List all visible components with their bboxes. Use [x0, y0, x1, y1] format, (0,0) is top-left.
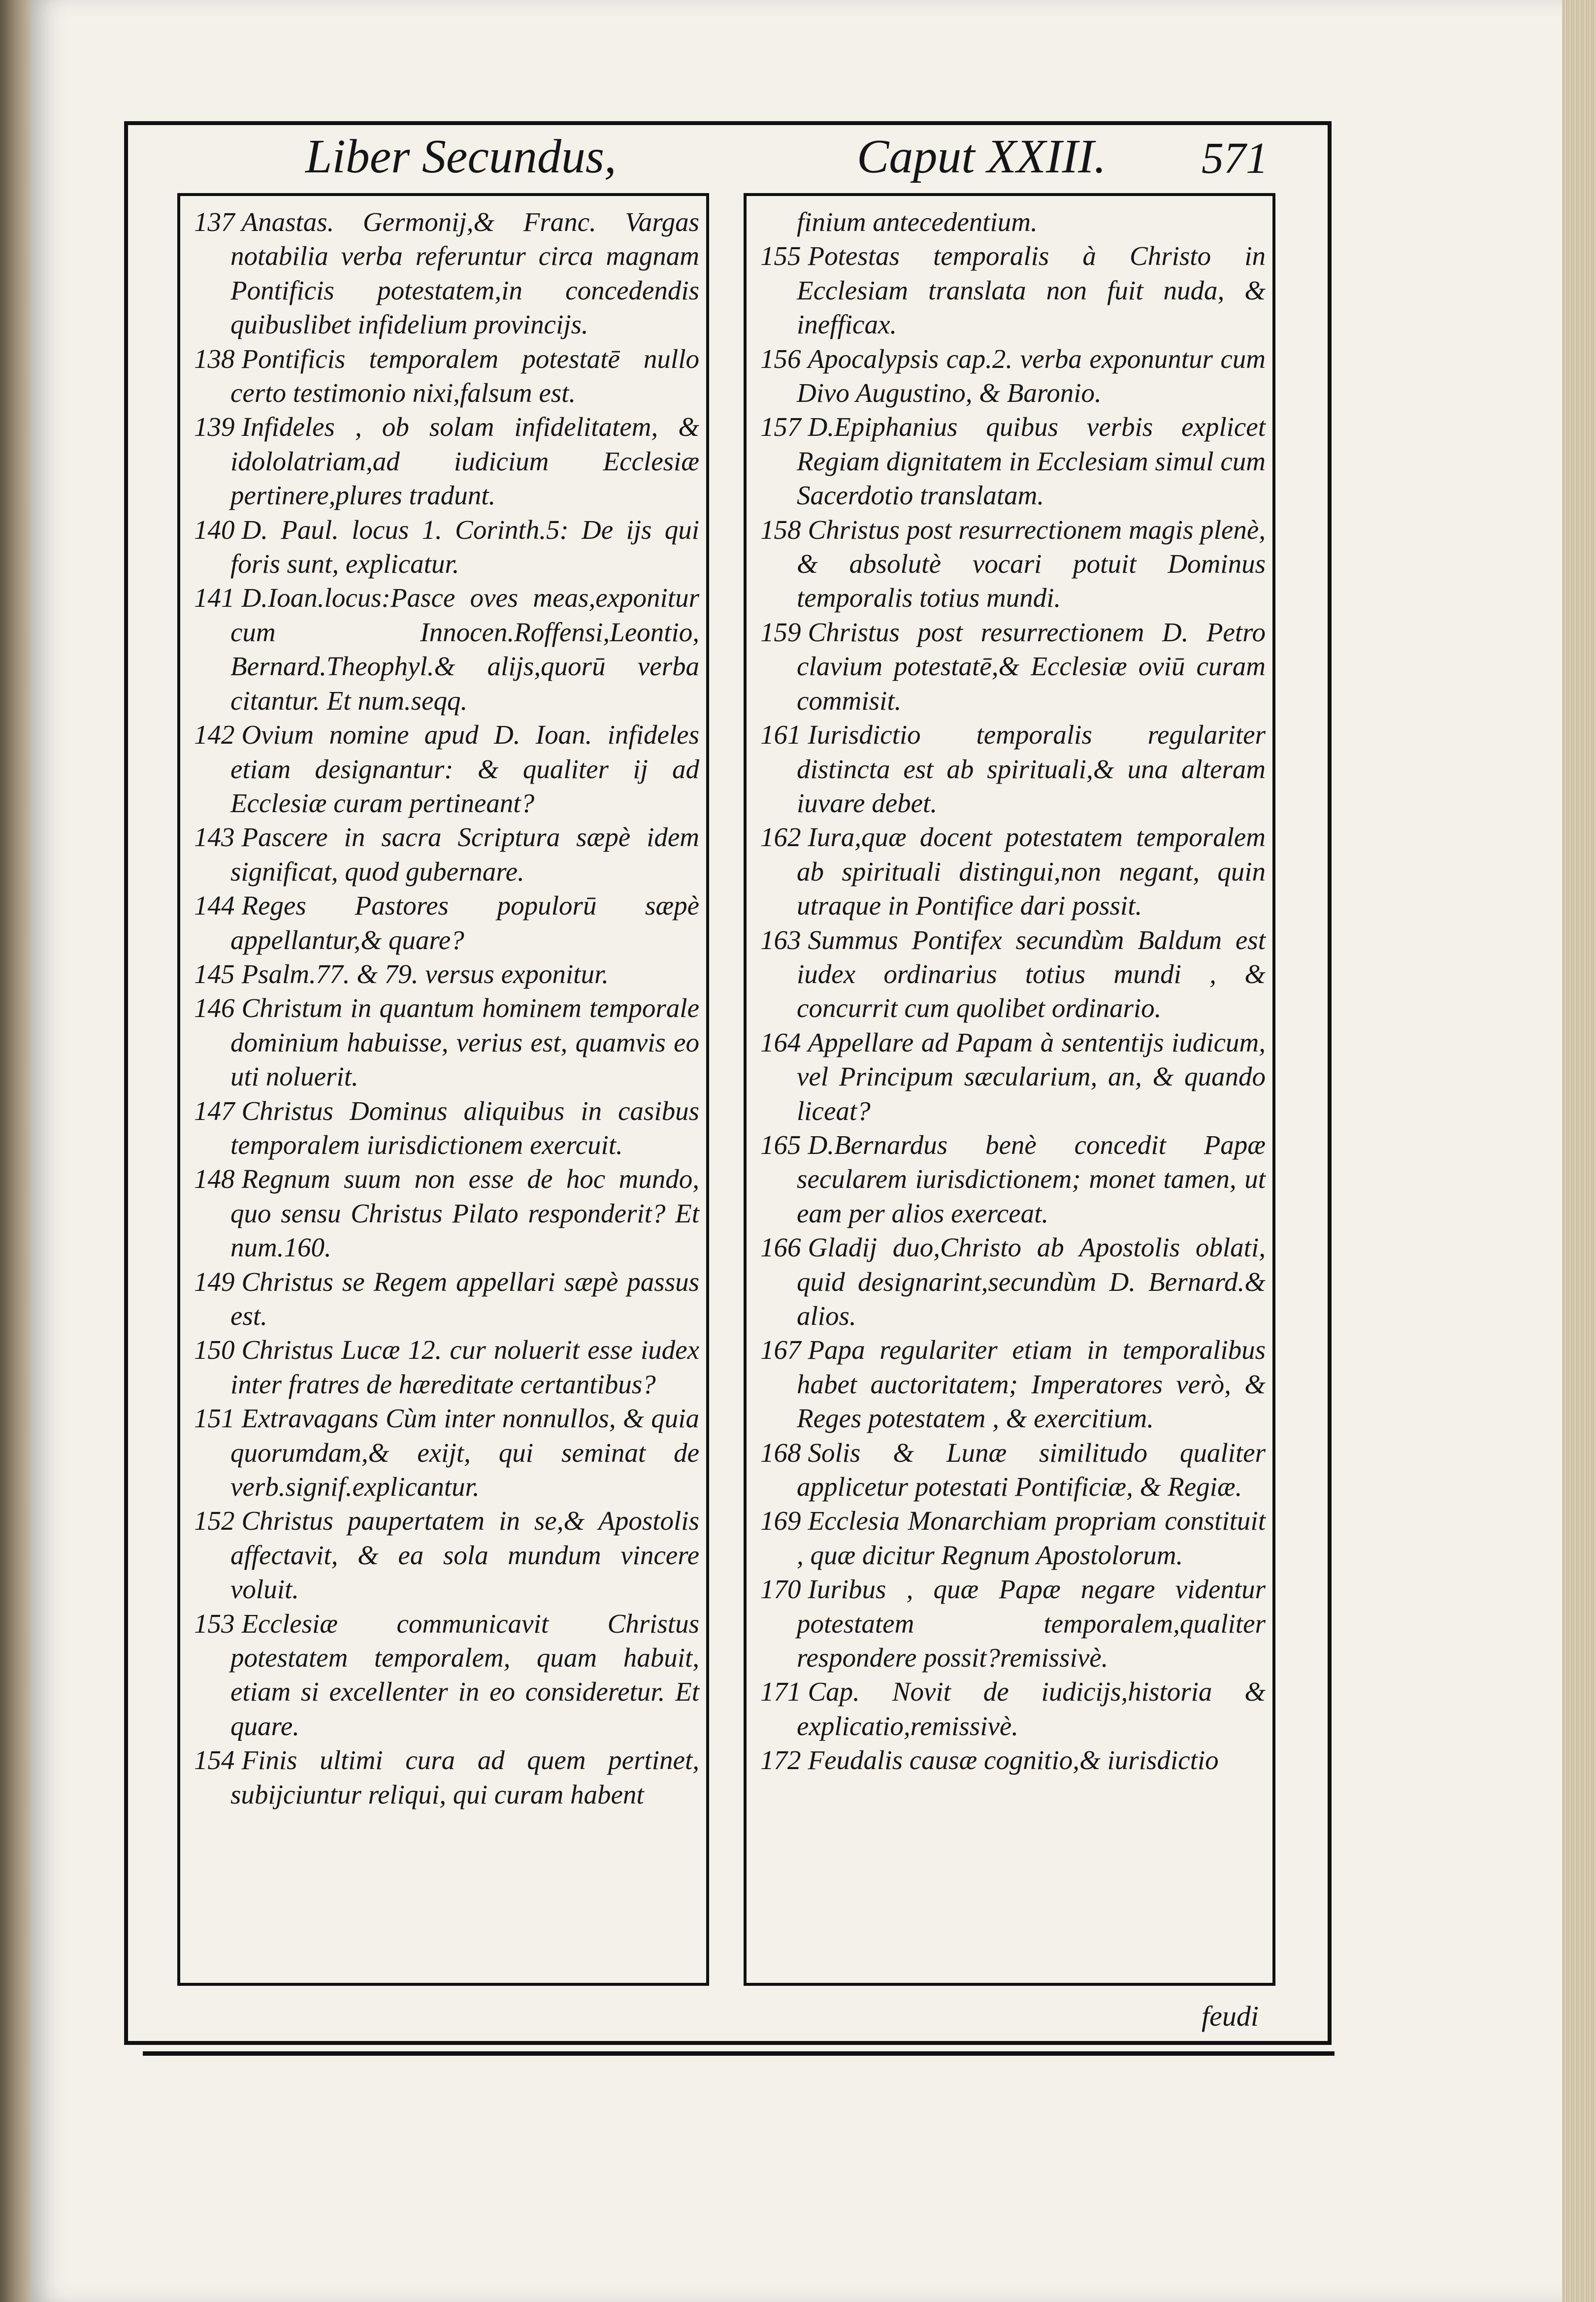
entry-text: Iura,quæ docent potestatem temporalem ab spirituali distingui,non negant, quin utraque in Pontifice dari possit.	[797, 822, 1266, 921]
entry-text: Christus post resurrectionem magis plenè, & absolutè vocari potuit Dominus temporalis totius mundi.	[797, 514, 1266, 613]
entry-text: Reges Pastores populorū sæpè appellantur,& quare?	[230, 890, 699, 955]
index-column-left	[177, 193, 709, 1986]
index-entry	[185, 888, 699, 957]
entry-text: Pascere in sacra Scriptura sæpè idem significat, quod gubernare.	[230, 822, 699, 887]
continuation-text: finium antecedentium.	[797, 207, 1038, 237]
index-entry	[185, 1607, 699, 1743]
entry-number: 157	[760, 412, 801, 442]
index-entry	[751, 718, 1266, 820]
entry-text: Potestas temporalis à Christo in Ecclesiam translata non fuit nuda, & inefficax.	[797, 241, 1266, 340]
entry-number: 137	[194, 207, 235, 237]
entry-number: 162	[760, 822, 801, 853]
entry-number: 152	[194, 1506, 235, 1536]
entry-number: 165	[760, 1129, 801, 1160]
index-entry	[751, 1025, 1266, 1128]
entry-number: 142	[194, 720, 235, 750]
index-entry	[185, 820, 699, 888]
entry-text: Christus Dominus aliquibus in casibus temporalem iurisdictionem exercuit.	[230, 1095, 699, 1160]
index-entry	[751, 342, 1266, 410]
index-entry	[185, 1504, 699, 1606]
entry-number: 170	[760, 1574, 801, 1605]
entry-text: Christus post resurrectionem D. Petro clavium potestatē,& Ecclesiæ oviū curam commisit.	[797, 617, 1266, 716]
index-entry	[185, 342, 699, 410]
index-entry	[185, 1094, 699, 1162]
entry-number: 168	[760, 1437, 801, 1468]
entry-number: 171	[760, 1677, 801, 1707]
index-entry	[751, 615, 1266, 718]
catchword: feudi	[1202, 2000, 1259, 2032]
entry-text: Iuribus , quæ Papæ negare videntur potestatem temporalem,qualiter respondere possit?remissivè.	[797, 1574, 1266, 1673]
index-entry	[751, 1504, 1266, 1572]
entry-number: 156	[760, 343, 801, 374]
entry-number: 158	[760, 514, 801, 545]
entry-number: 163	[760, 924, 801, 955]
entry-number: 166	[760, 1232, 801, 1263]
entry-text: Solis & Lunæ similitudo qualiter applicetur potestati Pontificiæ, & Regiæ.	[797, 1437, 1266, 1502]
entry-text: Ecclesiæ communicavit Christus potestatem temporalem, quam habuit, etiam si excellenter in eo consideretur. Et quare.	[230, 1608, 699, 1741]
entry-number: 146	[194, 993, 235, 1023]
index-entry	[185, 1162, 699, 1264]
entry-text: Christus Lucæ 12. cur noluerit esse iudex inter fratres de hæreditate certantibus?	[230, 1335, 699, 1399]
entry-number: 154	[194, 1745, 235, 1776]
entry-number: 150	[194, 1335, 235, 1365]
entry-text: Regnum suum non esse de hoc mundo, quo sensu Christus Pilato responderit? Et num.160.	[230, 1164, 699, 1263]
entry-text: Christus se Regem appellari sæpè passus est.	[230, 1266, 699, 1331]
index-entry	[185, 1743, 699, 1811]
entry-number: 155	[760, 241, 801, 271]
index-entry	[751, 1333, 1266, 1435]
entry-text: Ovium nomine apud D. Ioan. infideles etiam designantur: & qualiter ij ad Ecclesiæ curam pertineant?	[230, 720, 699, 818]
entry-text: Summus Pontifex secundùm Baldum est iudex ordinarius totius mundi , & concurrit cum quolibet ordinario.	[797, 924, 1266, 1023]
entry-number: 164	[760, 1027, 801, 1057]
index-entry	[185, 1401, 699, 1504]
running-head-chapter: Caput XXIII.	[857, 130, 1107, 183]
index-entry	[185, 581, 699, 718]
entry-number: 161	[760, 720, 801, 750]
index-entry	[185, 991, 699, 1093]
index-column-right	[744, 193, 1275, 1986]
index-entry	[751, 239, 1266, 341]
entry-text: Cap. Novit de iudicijs,historia & explicatio,remissivè.	[797, 1677, 1266, 1741]
bottom-rule	[143, 2051, 1335, 2056]
entry-text: Finis ultimi cura ad quem pertinet, subijciuntur reliqui, qui curam habent	[230, 1745, 699, 1809]
entry-text: Christum in quantum hominem temporale dominium habuisse, verius est, quamvis eo uti noluerit.	[230, 993, 699, 1092]
entry-number: 151	[194, 1403, 235, 1434]
entry-number: 147	[194, 1095, 235, 1126]
entry-text: Feudalis causæ cognitio,& iurisdictio	[808, 1745, 1219, 1776]
index-entry	[185, 957, 699, 991]
entry-text: Apocalypsis cap.2. verba exponuntur cum Divo Augustino, & Baronio.	[797, 343, 1266, 408]
entry-number: 139	[194, 412, 235, 442]
index-entry	[185, 410, 699, 512]
entry-number: 169	[760, 1506, 801, 1536]
entry-number: 149	[194, 1266, 235, 1297]
entry-number: 145	[194, 958, 235, 989]
index-entry	[751, 1743, 1266, 1777]
entry-text: Ecclesia Monarchiam propriam constituit , quæ dicitur Regnum Apostolorum.	[797, 1506, 1266, 1570]
index-entry	[185, 205, 699, 342]
entry-number: 143	[194, 822, 235, 853]
entry-text: D.Ioan.locus:Pasce oves meas,exponitur cum Innocen.Roffensi,Leontio, Bernard.Theophyl.& alijs,quorū verba citantur. Et num.seqq.	[230, 583, 699, 716]
entry-text: Papa regulariter etiam in temporalibus habet auctoritatem; Imperatores verò, & Reges potestatem , & exercitium.	[797, 1335, 1266, 1434]
running-head	[128, 129, 1330, 203]
entry-text: Psalm.77. & 79. versus exponitur.	[241, 958, 609, 989]
entry-text: Christus paupertatem in se,& Apostolis affectavit, & ea sola mundum vincere voluit.	[230, 1506, 699, 1605]
index-entry	[185, 718, 699, 820]
index-entry	[751, 923, 1266, 1025]
entry-number: 172	[760, 1745, 801, 1776]
index-entry	[751, 1230, 1266, 1333]
entry-number: 140	[194, 514, 235, 545]
entry-number: 144	[194, 890, 235, 921]
index-entry	[185, 1265, 699, 1333]
entry-text: Gladij duo,Christo ab Apostolis oblati, quid designarint,secundùm D. Bernard.& alios.	[797, 1232, 1266, 1331]
entry-number: 148	[194, 1164, 235, 1194]
entry-text: D.Epiphanius quibus verbis explicet Regiam dignitatem in Ecclesiam simul cum Sacerdotio translatam.	[797, 412, 1266, 511]
page-number: 571	[1202, 134, 1268, 183]
entry-number: 138	[194, 343, 235, 374]
index-entry	[751, 410, 1266, 512]
entry-text: Extravagans Cùm inter nonnullos, & quia quorumdam,& exijt, qui seminat de verb.signif.explicantur.	[230, 1403, 699, 1502]
entry-text: Infideles , ob solam infidelitatem, & idololatriam,ad iudicium Ecclesiæ pertinere,plures tradunt.	[230, 412, 699, 511]
entry-text: Appellare ad Papam à sententijs iudicum, vel Principum sæcularium, an, & quando liceat?	[797, 1027, 1266, 1126]
entry-text: Anastas. Germonij,& Franc. Vargas notabilia verba referuntur circa magnam Pontificis potestatem,in concedendis quibuslibet infidelium provincijs.	[230, 207, 699, 340]
entry-text: Pontificis temporalem potestatē nullo certo testimonio nixi,falsum est.	[230, 343, 699, 408]
entry-number: 141	[194, 583, 235, 613]
entry-text: D. Paul. locus 1. Corinth.5: De ijs qui foris sunt, explicatur.	[230, 514, 699, 579]
index-entry	[185, 513, 699, 581]
index-entry	[751, 1436, 1266, 1504]
page-fore-edge	[1562, 0, 1596, 2302]
entry-text: D.Bernardus benè concedit Papæ secularem iurisdictionem; monet tamen, ut eam per alios exerceat.	[797, 1129, 1266, 1228]
index-entry	[751, 1128, 1266, 1230]
index-entry	[751, 1675, 1266, 1743]
running-head-book: Liber Secundus,	[305, 130, 617, 183]
index-entry	[751, 820, 1266, 922]
index-entry	[185, 1333, 699, 1401]
index-entry	[751, 513, 1266, 615]
index-entry	[751, 1572, 1266, 1675]
entry-number: 167	[760, 1335, 801, 1365]
book-binding-shadow	[0, 0, 34, 2302]
entry-number: 153	[194, 1608, 235, 1639]
entry-text: Iurisdictio temporalis regulariter distincta est ab spirituali,& una alteram iuvare debet.	[797, 720, 1266, 818]
entry-number: 159	[760, 617, 801, 647]
